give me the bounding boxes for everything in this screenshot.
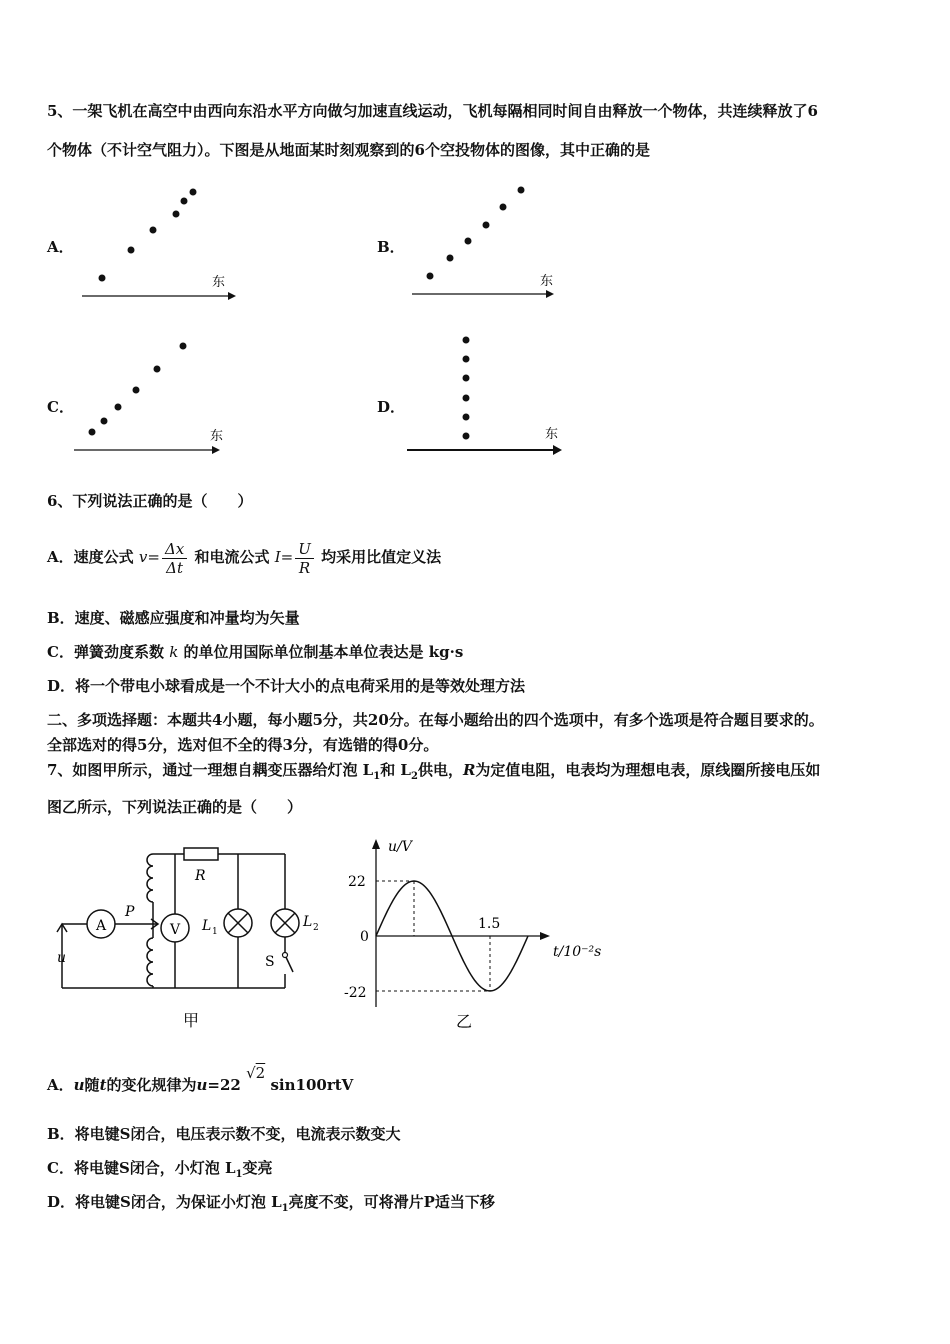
input-label: u	[57, 950, 67, 966]
q5-figure-d	[405, 330, 570, 460]
east-label: 东	[212, 275, 226, 290]
q7-text-a: 7、如图甲所示，通过一理想自耦变压器给灯泡 L	[47, 761, 374, 779]
q5-stem-line1: 5、一架飞机在高空中由西向东沿水平方向做匀加速直线运动，飞机每隔相同时间自由释放一个物体，共连续释放了6	[47, 102, 818, 120]
dot	[483, 222, 490, 229]
east-label: 东	[545, 427, 559, 442]
q6-option-c	[47, 642, 463, 662]
switch-contact	[283, 953, 288, 958]
q6-c-suffix: 的单位用国际单位制基本单位表达是 kg·s	[183, 643, 464, 661]
q7-text-b: 和 L	[380, 761, 411, 779]
sub: 1	[281, 1203, 289, 1214]
q6-option-d: D．将一个带电小球看成是一个不计大小的点电荷采用的是等效处理方法	[47, 677, 526, 695]
dot	[447, 255, 454, 262]
dot	[150, 227, 157, 234]
arrow-head	[546, 290, 554, 298]
dot	[181, 198, 188, 205]
dot	[500, 204, 507, 211]
sub: 2	[410, 771, 418, 782]
arrow-head	[228, 292, 236, 300]
resistor	[184, 848, 218, 860]
dot	[154, 366, 161, 373]
sqrt-expression: √2	[246, 1064, 266, 1082]
q6-stem: 6、下列说法正确的是（ ）	[47, 492, 253, 510]
q6-c-prefix: C．弹簧劲度系数	[47, 643, 164, 661]
q7-text-c: 供电，	[417, 761, 463, 779]
q5-stem-line2: 个物体（不计空气阻力）。下图是从地面某时刻观察到的6个空投物体的图像，其中正确的是	[47, 141, 650, 159]
equals: =	[147, 548, 160, 566]
sub: 1	[373, 771, 381, 782]
x-tick: 1.5	[478, 916, 501, 932]
q6-a-suffix: 均采用比值定义法	[321, 548, 442, 566]
lamp2-label: L	[303, 914, 313, 930]
q5-option-c-label: C．	[47, 398, 74, 416]
arrow-head	[553, 445, 562, 455]
q7-d-text2: 亮度不变，可将滑片P适当下移	[288, 1193, 495, 1211]
y-axis-label: u/V	[388, 839, 412, 855]
lamp1-sub: 1	[212, 927, 218, 937]
q7-a-mid1: 随	[84, 1076, 100, 1094]
q7-a-prefix: A．	[47, 1076, 74, 1094]
fraction-numerator: U	[295, 540, 314, 559]
slider-label: P	[125, 904, 135, 920]
dot	[463, 337, 470, 344]
lamp2-sub: 2	[313, 923, 319, 933]
q5-figure-c	[72, 335, 232, 460]
q7-c-text: C．将电键S闭合，小灯泡 L	[47, 1159, 236, 1177]
t-symbol: t	[99, 1076, 107, 1094]
fraction-numerator: Δx	[162, 540, 187, 559]
q5-option-b-label: B．	[377, 238, 405, 256]
dot	[427, 273, 434, 280]
velocity-symbol: v	[138, 548, 148, 566]
dot	[463, 356, 470, 363]
x-axis-label: t/10⁻²s	[553, 944, 602, 960]
q6-option-b: B．速度、磁感应强度和冲量均为矢量	[47, 609, 300, 627]
velocity-fraction	[162, 540, 187, 577]
voltage-graph	[340, 835, 610, 1035]
dot	[463, 395, 470, 402]
x-arrow	[540, 932, 550, 940]
dot	[101, 418, 108, 425]
dot	[465, 238, 472, 245]
q6-option-a	[47, 528, 441, 586]
k-symbol: k	[169, 643, 179, 661]
q7-option-a	[47, 1066, 353, 1104]
fraction-denominator: Δt	[166, 558, 184, 577]
east-label: 东	[210, 429, 224, 444]
q7-a-mid2: 的变化规律为	[106, 1076, 197, 1094]
section2-line2: 全部选对的得5分，选对但不全的得3分，有选错的得0分。	[47, 736, 439, 754]
q6-a-mid: 和电流公式	[194, 548, 270, 566]
section2-line1: 二、多项选择题：本题共4小题，每小题5分，共20分。在每小题给出的四个选项中，有多个选项是符合题目要求的。	[47, 711, 824, 729]
q5-figure-b	[410, 180, 570, 305]
q7-stem-line2: 图乙所示，下列说法正确的是（ ）	[47, 798, 303, 816]
fraction-denominator: R	[298, 558, 311, 577]
q7-stem-line1	[47, 760, 820, 787]
dot	[99, 275, 106, 282]
dot	[463, 375, 470, 382]
q7-d-text: D．将电键S闭合，为保证小灯泡 L	[47, 1193, 282, 1211]
arrow-head	[212, 446, 220, 454]
circuit-caption: 甲	[183, 1011, 200, 1030]
dot	[173, 211, 180, 218]
equals: =	[280, 548, 294, 566]
switch-label: S	[265, 954, 275, 970]
dot	[180, 343, 187, 350]
q7-text-d: 为定值电阻，电表均为理想电表，原线圈所接电压如	[475, 761, 821, 779]
graph-caption: 乙	[456, 1012, 473, 1031]
current-symbol: I	[274, 548, 281, 566]
q7-option-d	[47, 1192, 495, 1219]
dot	[89, 429, 96, 436]
q7-a-val: =22	[207, 1076, 241, 1094]
lamp1-label: L	[202, 918, 212, 934]
dot	[115, 404, 122, 411]
sqrt-value: 2	[255, 1064, 266, 1082]
q7-option-b: B．将电键S闭合，电压表示数不变，电流表示数变大	[47, 1125, 401, 1143]
q5-option-d-label: D．	[377, 398, 406, 416]
u-symbol: u	[196, 1076, 208, 1094]
q5-figure-a	[80, 180, 240, 305]
u-symbol: u	[73, 1076, 85, 1094]
current-fraction	[295, 540, 314, 577]
y-tick-neg: -22	[344, 985, 367, 1001]
circuit-diagram	[45, 840, 345, 1040]
y-tick-zero: 0	[360, 929, 369, 945]
dot	[133, 387, 140, 394]
dot	[190, 189, 197, 196]
resistor-label: R	[195, 868, 206, 884]
sub: 1	[235, 1169, 243, 1180]
q5-option-a-label: A．	[47, 238, 74, 256]
r-symbol: R	[462, 761, 476, 779]
dot	[463, 433, 470, 440]
east-label: 东	[540, 274, 554, 289]
dot	[128, 247, 135, 254]
voltmeter-label: V	[170, 922, 181, 938]
q7-option-c	[47, 1158, 273, 1185]
y-arrow	[372, 839, 380, 849]
ammeter-label: A	[96, 918, 107, 934]
q6-a-prefix: A．速度公式	[47, 548, 134, 566]
dot	[518, 187, 525, 194]
q7-c-text2: 变亮	[242, 1159, 273, 1177]
y-tick-pos: 22	[348, 874, 366, 890]
dot	[463, 414, 470, 421]
q7-a-end: sin100rtV	[270, 1076, 354, 1094]
